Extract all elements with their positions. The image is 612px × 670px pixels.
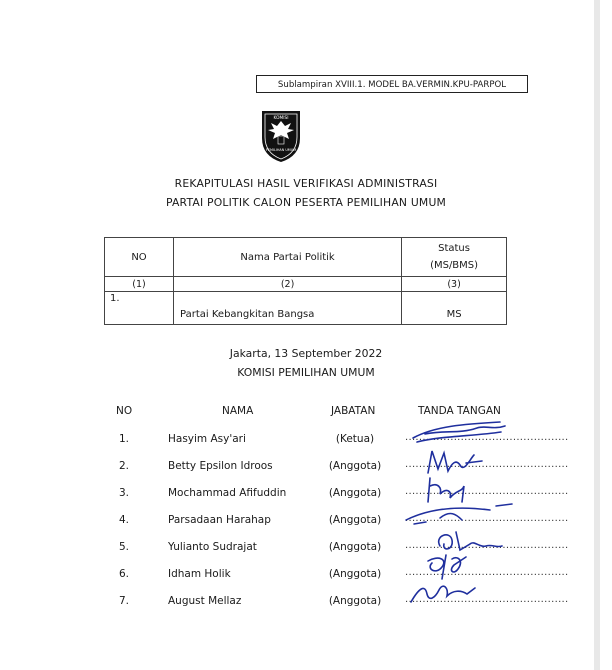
member-role: (Anggota) [328, 568, 382, 580]
row-status: MS [402, 292, 507, 325]
signature-line: ............................................... [405, 459, 569, 470]
member-role: (Anggota) [328, 595, 382, 607]
member-role: (Ketua) [335, 433, 375, 445]
member-no: 4. [119, 514, 130, 526]
member-no: 1. [119, 433, 130, 445]
header-status [402, 238, 507, 277]
document-title-line2: PARTAI POLITIK CALON PESERTA PEMILIHAN UMUM [165, 196, 447, 209]
member-name: Parsadaan Harahap [168, 514, 271, 526]
member-name: Betty Epsilon Idroos [168, 460, 273, 472]
institution-name: KOMISI PEMILIHAN UMUM [237, 366, 375, 379]
member-no: 3. [119, 487, 130, 499]
header-status-line2: (MS/BMS) [430, 260, 479, 271]
column-number-row [105, 277, 507, 292]
party-status-table [104, 237, 507, 325]
member-name: Idham Holik [168, 568, 231, 580]
table-row [105, 292, 507, 325]
sig-header-no: NO [116, 405, 133, 417]
member-no: 7. [119, 595, 130, 607]
sig-header-nama: NAMA [222, 405, 254, 417]
member-row [0, 460, 600, 480]
signature-line: ............................................... [405, 513, 569, 524]
document-title-line1: REKAPITULASI HASIL VERIFIKASI ADMINISTRASI [174, 177, 438, 190]
member-role: (Anggota) [328, 541, 382, 553]
signature-line: ............................................... [405, 567, 569, 578]
table-header-row [105, 238, 507, 277]
column-number: (2) [174, 277, 402, 292]
member-row [0, 568, 600, 588]
column-number: (3) [402, 277, 507, 292]
header-status-line1: Status [438, 243, 470, 254]
member-name: Yulianto Sudrajat [168, 541, 257, 553]
column-number: (1) [105, 277, 174, 292]
member-role: (Anggota) [328, 514, 382, 526]
row-no: 1. [105, 292, 174, 325]
signature-4 [400, 500, 569, 528]
kpu-garuda-emblem-icon [258, 108, 304, 164]
signature-line: ............................................... [405, 486, 569, 497]
member-no: 2. [119, 460, 130, 472]
place-date: Jakarta, 13 September 2022 [229, 347, 383, 360]
member-no: 5. [119, 541, 130, 553]
member-row [0, 595, 600, 615]
member-role: (Anggota) [328, 487, 382, 499]
signature-line: ............................................... [405, 540, 569, 551]
signature-line: ............................................... [405, 432, 569, 443]
signature-line: ............................................... [405, 594, 569, 605]
signature-1 [405, 416, 515, 448]
member-name: Hasyim Asy'ari [168, 433, 246, 445]
member-role: (Anggota) [328, 460, 382, 472]
header-nama-partai: Nama Partai Politik [174, 238, 402, 277]
row-party-name: Partai Kebangkitan Bangsa [174, 292, 402, 325]
sig-header-tanda-tangan: TANDA TANGAN [418, 405, 501, 417]
member-name: August Mellaz [168, 595, 242, 607]
header-no: NO [105, 238, 174, 277]
member-row [0, 541, 600, 561]
logo-bottom-text: PEMILIHAN UMUM [265, 148, 297, 152]
sig-header-jabatan: JABATAN [331, 405, 376, 417]
sublampiran-label: Sublampiran XVIII.1. MODEL BA.VERMIN.KPU-PARPOL [256, 75, 528, 93]
member-no: 6. [119, 568, 130, 580]
signature-7 [405, 578, 485, 608]
member-name: Mochammad Afifuddin [168, 487, 287, 499]
logo-top-text: KOMISI [273, 116, 289, 121]
